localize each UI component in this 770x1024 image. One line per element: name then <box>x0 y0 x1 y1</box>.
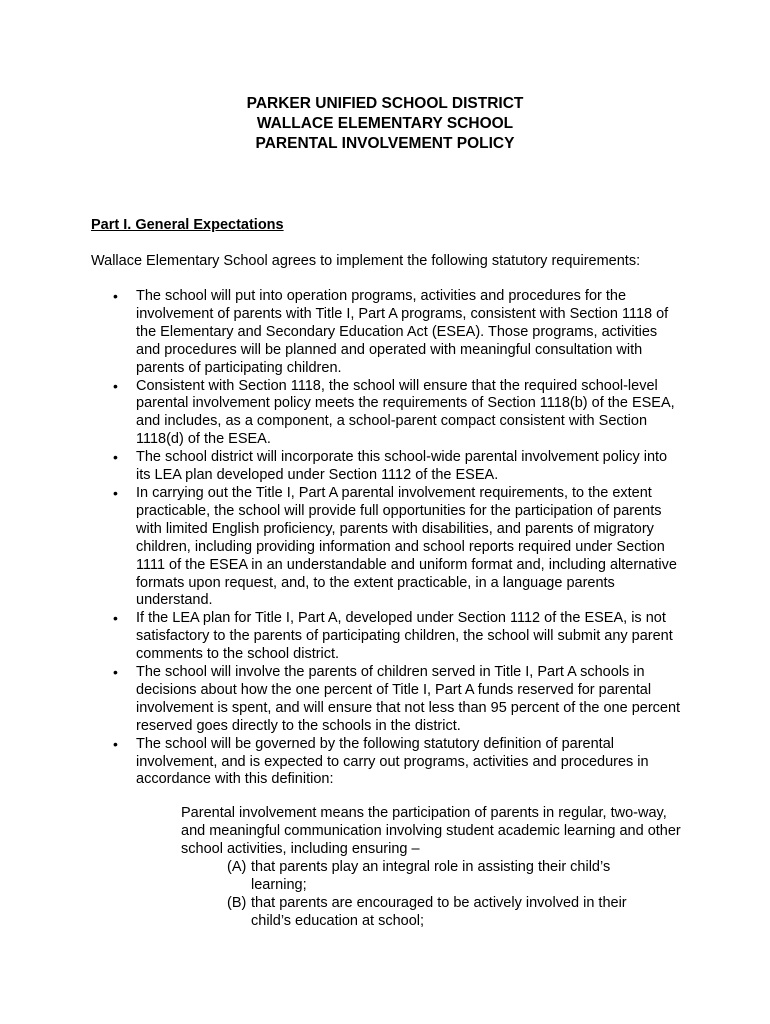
sub-list-item <box>0 895 661 931</box>
bullet-icon: • <box>113 288 118 304</box>
definition-paragraph: Parental involvement means the participation of parents in regular, two-way, and meaningful communication involving student academic learning and other school activities, including ensuring – <box>181 805 681 857</box>
sub-item-text: that parents are encouraged to be actively involved in their child’s education at school; <box>251 894 627 929</box>
bullet-icon: • <box>113 377 118 394</box>
title-line-policy: PARENTAL INVOLVEMENT POLICY <box>255 135 515 152</box>
sub-item-marker: (B) <box>227 894 247 911</box>
list-item <box>0 485 684 610</box>
document-title <box>0 94 770 154</box>
bullet-icon: • <box>113 735 118 752</box>
list-item <box>0 736 684 790</box>
list-item <box>0 378 684 450</box>
list-item <box>0 610 684 664</box>
definition-sub-list <box>0 859 770 931</box>
intro-paragraph: Wallace Elementary School agrees to implement the following statutory requirements: <box>91 253 641 269</box>
list-item <box>0 664 684 736</box>
list-item-text: The school will put into operation programs, activities and procedures for the involvement of parents with Title I, Part A programs, consistent with Section 1118 of the Elementary and Secondary Education Act (ESEA). Those programs, activities and procedures will be planned and operated with meaningful consultation with parents of participating children. <box>136 288 669 376</box>
list-item-text: If the LEA plan for Title I, Part A, developed under Section 1112 of the ESEA, is not satisfactory to the parents of participating children, the school will submit any parent comments to the school district. <box>136 610 673 663</box>
bullet-icon: • <box>113 484 118 501</box>
list-item <box>0 288 684 378</box>
sub-list-item <box>0 859 661 895</box>
list-item-text: Consistent with Section 1118, the school will ensure that the required school-level parental involvement policy meets the requirements of Section 1118(b) of the ESEA, and includes, as a component, a school-parent compact consistent with Section 1118(d) of the ESEA. <box>136 377 675 448</box>
bullet-icon: • <box>113 449 118 466</box>
requirements-list <box>0 288 770 789</box>
bullet-icon: • <box>113 610 118 627</box>
list-item-text: In carrying out the Title I, Part A parental involvement requirements, to the extent practicable, the school will provide full opportunities for the participation of parents with limited English proficiency, parents with disabilities, and parents of migratory children, including providing information and school reports required under Section 1111 of the ESEA in an understandable and uniform format and, including alternative formats upon request, and, to the extent practicable, in a language parents understand. <box>136 484 677 609</box>
list-item-text: The school will involve the parents of children served in Title I, Part A schools in decisions about how the one percent of Title I, Part A funds reserved for parental involvement is spent, and will ensure that not less than 95 percent of the one percent reserved goes directly to the schools in the district. <box>136 664 681 734</box>
list-item-text: The school district will incorporate this school-wide parental involvement policy into its LEA plan developed under Section 1112 of the ESEA. <box>136 449 668 484</box>
title-line-district: PARKER UNIFIED SCHOOL DISTRICT <box>246 95 524 112</box>
section-heading: Part I. General Expectations <box>91 217 284 233</box>
sub-item-marker: (A) <box>227 859 247 875</box>
list-item-text: The school will be governed by the following statutory definition of parental involvement, and is expected to carry out programs, activities and procedures in accordance with this definition: <box>136 735 649 788</box>
sub-item-text: that parents play an integral role in assisting their child’s learning; <box>251 859 611 893</box>
list-item <box>0 449 684 485</box>
title-line-school: WALLACE ELEMENTARY SCHOOL <box>256 115 514 132</box>
bullet-icon: • <box>113 664 118 681</box>
